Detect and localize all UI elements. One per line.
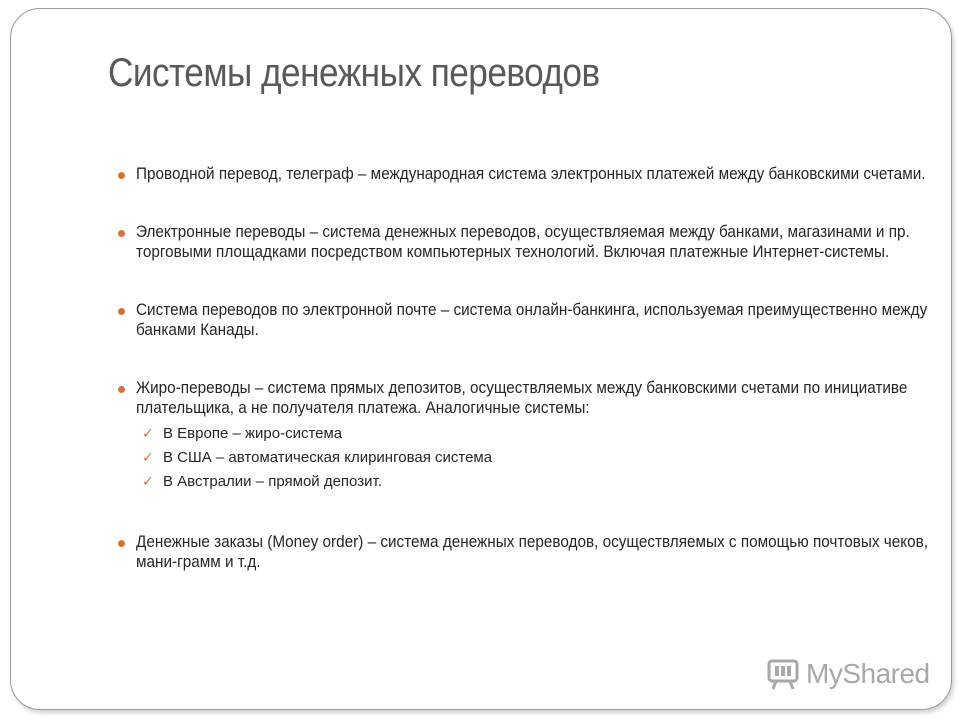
checkmark-icon: ✓: [142, 474, 154, 490]
bullet-item: [109, 164, 944, 184]
bullet-text: Денежные заказы (Money order) – система денежных переводов, осуществляемых с помощью почтовых чеков, мани-грамм и т.д.: [136, 532, 928, 571]
bullet-item: [109, 378, 944, 494]
logo-text: MyShared: [806, 658, 930, 689]
sub-item-text: В США – автоматическая клиринговая система: [163, 449, 493, 466]
myshared-logo: [766, 656, 930, 692]
myshared-logo-icon: [766, 656, 802, 692]
sub-item-text: В Австралии – прямой депозит.: [163, 473, 382, 490]
checkmark-icon: ✓: [142, 450, 154, 466]
bullet-item: [109, 300, 944, 340]
bullet-dot-icon: [118, 540, 125, 547]
slide-frame: [10, 8, 952, 710]
bullet-item: [109, 222, 944, 262]
sub-item: [136, 422, 944, 446]
bullet-text: Система переводов по электронной почте – система онлайн-банкинга, используемая преимущественно между банками Канады.: [136, 300, 928, 339]
bullet-item: [109, 532, 944, 572]
bullet-text: Жиро-переводы – система прямых депозитов, осуществляемых между банковскими счетами по инициативе плательщика, а не получателя платежа. Аналогичные системы:: [136, 378, 908, 417]
bullet-dot-icon: [118, 172, 125, 179]
slide-title: Системы денежных переводов: [108, 51, 600, 95]
sub-item: [136, 470, 944, 494]
bullet-dot-icon: [118, 386, 125, 393]
sub-list: [136, 422, 944, 494]
bullet-dot-icon: [118, 230, 125, 237]
bullet-text: Проводной перевод, телеграф – международная система электронных платежей между банковскими счетами.: [136, 164, 926, 183]
bullet-dot-icon: [118, 308, 125, 315]
sub-item: [136, 446, 944, 470]
bullet-list: [109, 164, 944, 572]
slide-content: [109, 164, 944, 572]
sub-item-text: В Европе – жиро-система: [163, 425, 343, 442]
checkmark-icon: ✓: [142, 426, 154, 442]
bullet-text: Электронные переводы – система денежных переводов, осуществляемая между банками, магазинами и пр. торговыми площадками посредством компьютерных технологий. Включая платежные Интернет-системы.: [136, 222, 910, 261]
